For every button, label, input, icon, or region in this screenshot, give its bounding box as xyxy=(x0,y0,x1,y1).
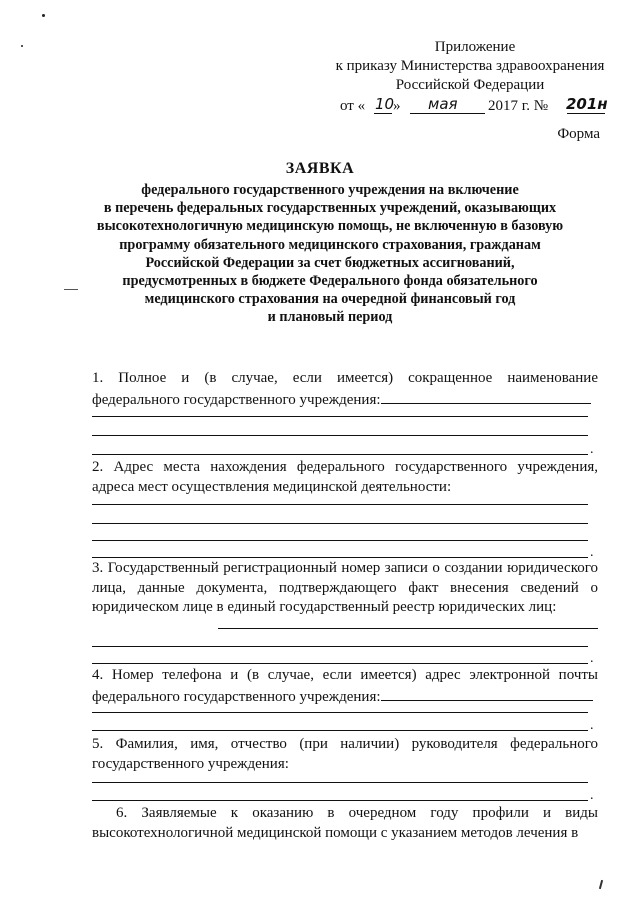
section-6 xyxy=(92,804,598,843)
section-2-answer-line[interactable] xyxy=(92,557,588,558)
section-3-text: 3. Государственный регистрационный номер записи о создании юридического лица, данные документа, подтверждающего факт внесения сведений о юридическом лице в единый государственный реестр юридических лиц: xyxy=(92,560,598,615)
document-subtitle xyxy=(70,181,590,327)
date-prefix: от « xyxy=(340,98,366,114)
subtitle-line: медицинского страхования на очередной финансовый год xyxy=(144,291,516,308)
section-3-answer-line[interactable] xyxy=(92,646,588,647)
section-1-text: 1. Полное и (в случае, если имеется) сокращенное наименование федерального государственного учреждения: xyxy=(92,370,598,408)
date-mid: » xyxy=(393,98,401,114)
section-5 xyxy=(92,735,598,774)
section-1 xyxy=(92,369,598,410)
annex-title: Приложение xyxy=(434,39,516,55)
section-4-end-dot: . xyxy=(590,718,594,733)
section-4 xyxy=(92,666,598,707)
annex-ministry: Российской Федерации xyxy=(395,77,545,93)
handwritten-order-number: 201н xyxy=(566,95,608,113)
section-2-end-dot: . xyxy=(590,545,594,560)
section-2-answer-line[interactable] xyxy=(92,504,588,505)
section-1-fill-line[interactable] xyxy=(381,389,591,404)
form-label: Форма xyxy=(557,126,600,142)
scan-mark xyxy=(599,880,603,889)
handwritten-day: 10 xyxy=(375,95,395,113)
handwritten-month: мая xyxy=(428,95,458,113)
subtitle-line: высокотехнологичную медицинскую помощь, не включенную в базовую xyxy=(96,218,564,235)
document-title: ЗАЯВКА xyxy=(285,160,355,177)
subtitle-line: и плановый период xyxy=(267,309,393,326)
section-2-answer-line[interactable] xyxy=(92,523,588,524)
annex-date-line xyxy=(330,97,610,119)
section-4-answer-line[interactable] xyxy=(92,712,588,713)
section-4-text: 4. Номер телефона и (в случае, если имеется) адрес электронной почты федерального государственного учреждения: xyxy=(92,667,598,705)
section-5-text: 5. Фамилия, имя, отчество (при наличии) руководителя федерального государственного учреждения: xyxy=(92,736,598,772)
date-year: 2017 г. № xyxy=(488,98,549,114)
section-5-answer-line[interactable] xyxy=(92,782,588,783)
section-2 xyxy=(92,458,598,497)
section-3 xyxy=(92,559,598,618)
subtitle-line: предусмотренных в бюджете Федерального фонда обязательного xyxy=(122,273,538,290)
annex-order-ref: к приказу Министерства здравоохранения xyxy=(335,58,605,74)
subtitle-line: Российской Федерации за счет бюджетных ассигнований, xyxy=(145,254,515,271)
scan-speck xyxy=(42,14,45,17)
section-1-answer-line[interactable] xyxy=(92,454,588,455)
section-2-text: 2. Адрес места нахождения федерального государственного учреждения, адреса мест осуществления медицинской деятельности: xyxy=(92,459,598,495)
section-5-answer-line[interactable] xyxy=(92,800,588,801)
subtitle-line: в перечень федеральных государственных учреждений, оказывающих xyxy=(103,200,557,217)
section-3-answer-line[interactable] xyxy=(92,663,588,664)
section-5-end-dot: . xyxy=(590,788,594,803)
subtitle-line: федерального государственного учреждения на включение xyxy=(141,182,519,198)
section-4-answer-line[interactable] xyxy=(92,730,588,731)
section-2-answer-line[interactable] xyxy=(92,540,588,541)
section-3-end-dot: . xyxy=(590,651,594,666)
scan-speck xyxy=(21,45,23,47)
section-6-text: 6. Заявляемые к оказанию в очередном году профили и виды высокотехнологичной медицинской помощи с указанием методов лечения в xyxy=(92,805,598,841)
section-1-answer-line[interactable] xyxy=(92,416,588,417)
section-1-end-dot: . xyxy=(590,442,594,457)
subtitle-line: программу обязательного медицинского страхования, гражданам xyxy=(119,236,541,253)
section-4-fill-line[interactable] xyxy=(381,686,593,701)
annex-header xyxy=(330,38,610,119)
section-3-answer-line[interactable] xyxy=(218,628,598,629)
section-1-answer-line[interactable] xyxy=(92,435,588,436)
